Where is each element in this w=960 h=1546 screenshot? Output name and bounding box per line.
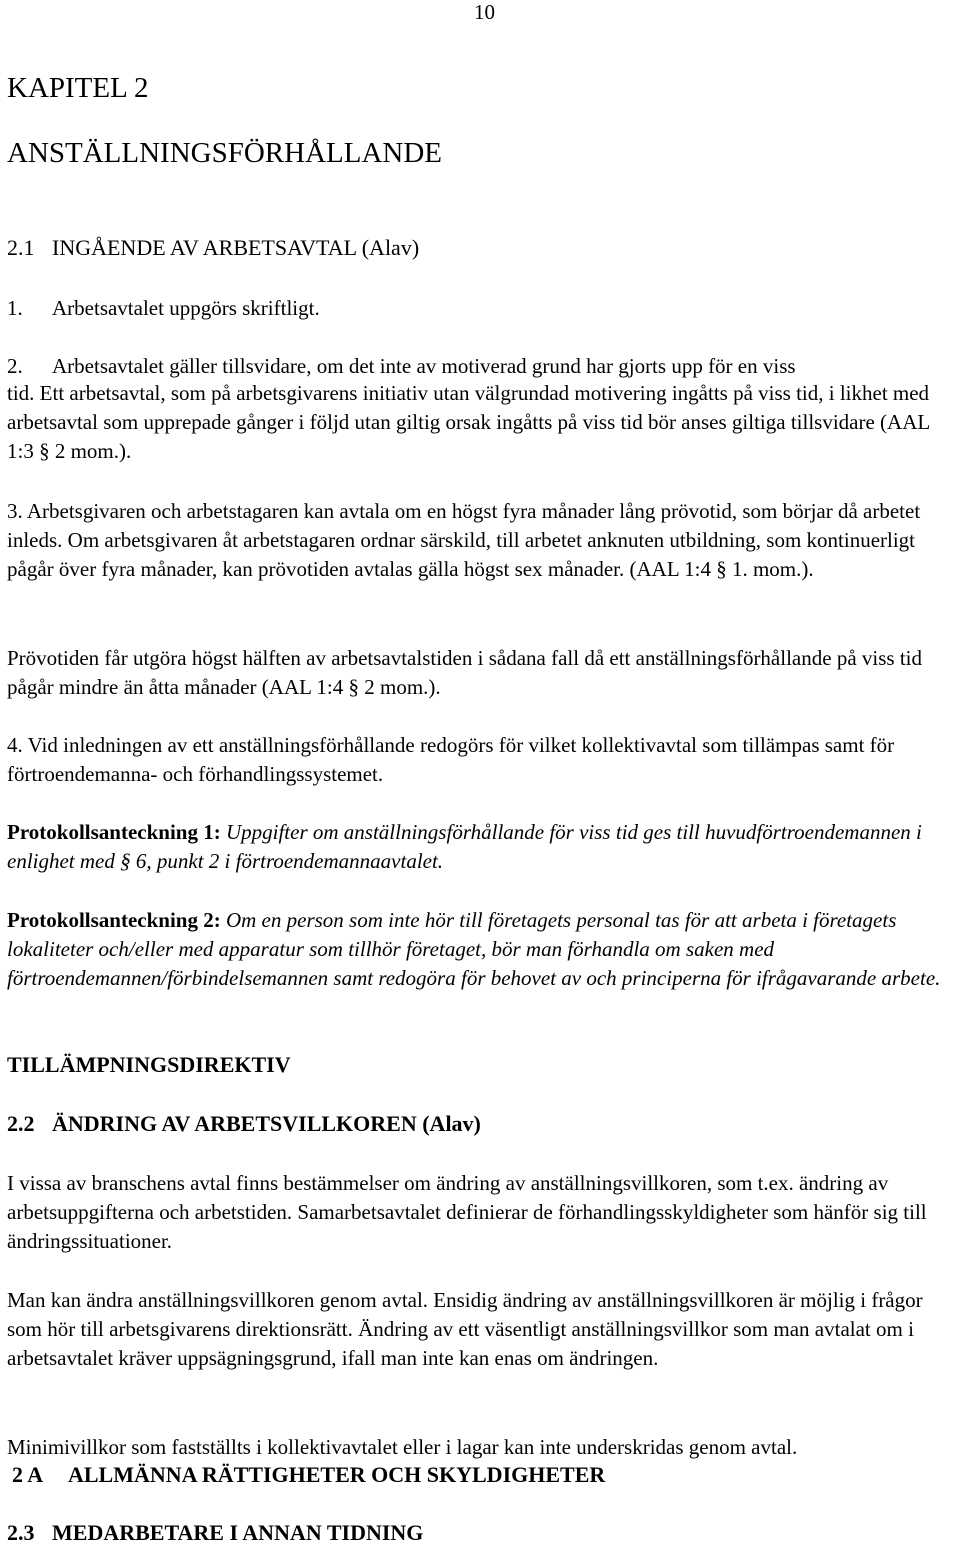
- item-2-first-line: [7, 354, 956, 379]
- item-text: Arbetsavtalet uppgörs skriftligt.: [52, 296, 320, 320]
- section-2A-heading: [12, 1462, 956, 1488]
- protokoll-text: Om en person som inte hör till företagets personal tas för att arbeta i företagets lokaliteter och/eller med apparatur som tillhör företaget, bör man förhandla om saken med förtroendemannen/förbindelsemannen samt redogöra för behovet av och principerna för ifrågavarande arbete.: [7, 908, 941, 991]
- item-3: 3. Arbetsgivaren och arbetstagaren kan avtala om en högst fyra månader lång prövotid, som börjar då arbetet inleds. Om arbetsgivaren åt arbetstagaren ordnar särskild, till arbetet anknuten utbildning, som kontinuerligt pågår över fyra månader, kan prövotiden avtalas gälla högst sex månader. (AAL 1:4 § 1. mom.).: [7, 499, 921, 582]
- section-title: ALLMÄNNA RÄTTIGHETER OCH SKYLDIGHETER: [68, 1462, 606, 1487]
- section-number: 2.3: [7, 1520, 35, 1545]
- paragraph-2-2-c: Minimivillkor som fastställts i kollektivavtalet eller i lagar kan inte underskridas genom avtal.: [7, 1435, 798, 1459]
- provotid-paragraph: Prövotiden får utgöra högst hälften av arbetsavtalstiden i sådana fall då ett anställningsförhållande på viss tid pågår mindre än åtta månader (AAL 1:4 § 2 mom.).: [7, 646, 922, 700]
- chapter-title: ANSTÄLLNINGSFÖRHÅLLANDE: [7, 137, 442, 169]
- item-1: [7, 296, 956, 321]
- section-2-1-heading: [7, 235, 956, 261]
- protokoll-text: Uppgifter om anställningsförhållande för viss tid ges till huvudförtroendemannen i enlighet med § 6, punkt 2 i förtroendemannaavtalet.: [7, 820, 922, 874]
- section-2-2-heading: [7, 1111, 956, 1137]
- paragraph-2-2-b: Man kan ändra anställningsvillkoren genom avtal. Ensidig ändring av anställningsvillkoren är möjlig i frågor som hör till arbetsgivarens direktionsrätt. Ändring av ett väsentligt anställningsvillkor som man avtalat om i arbetsavtalet kräver uppsägningsgrund, ifall man inte kan enas om ändringen.: [7, 1288, 923, 1371]
- section-number: 2.2: [7, 1111, 35, 1136]
- section-number: 2 A: [12, 1462, 44, 1487]
- paragraph-2-2-a: I vissa av branschens avtal finns bestämmelser om ändring av anställningsvillkoren, som t.ex. ändring av arbetsuppgifterna och arbetstiden. Samarbetsavtalet definierar de förhandlingsskyldigheter som hänför sig till ändringssituationer.: [7, 1171, 927, 1254]
- section-title: INGÅENDE AV ARBETSAVTAL (Alav): [52, 235, 420, 260]
- item-text: Arbetsavtalet gäller tillsvidare, om det inte av motiverad grund har gjorts upp för en viss: [52, 354, 796, 378]
- item-2-continuation: tid. Ett arbetsavtal, som på arbetsgivarens initiativ utan välgrundad motivering ingåtts på viss tid, i likhet med arbetsavtal som upprepade gånger i följd utan giltig orsak ingåtts på viss tid bör anses giltiga tillsvidare (AAL 1:3 § 2 mom.).: [7, 381, 930, 464]
- protokoll-label: Protokollsanteckning 2:: [7, 908, 221, 932]
- section-2-3-heading: [7, 1520, 956, 1546]
- item-4: 4. Vid inledningen av ett anställningsförhållande redogörs för vilket kollektivavtal som tillämpas samt för förtroendemanna- och förhandlingssystemet.: [7, 733, 895, 787]
- chapter-label: KAPITEL 2: [7, 72, 149, 104]
- section-title: MEDARBETARE I ANNAN TIDNING: [52, 1520, 424, 1545]
- item-number: 2.: [7, 354, 23, 378]
- protokoll-note-2: [7, 906, 956, 994]
- protokoll-label: Protokollsanteckning 1:: [7, 820, 221, 844]
- page-number: 10: [474, 0, 495, 24]
- section-title: ÄNDRING AV ARBETSVILLKOREN (Alav): [52, 1111, 481, 1136]
- tillampningsdirektiv-heading: TILLÄMPNINGSDIREKTIV: [7, 1052, 291, 1077]
- item-number: 1.: [7, 296, 23, 320]
- section-number: 2.1: [7, 235, 35, 260]
- protokoll-note-1: [7, 818, 956, 876]
